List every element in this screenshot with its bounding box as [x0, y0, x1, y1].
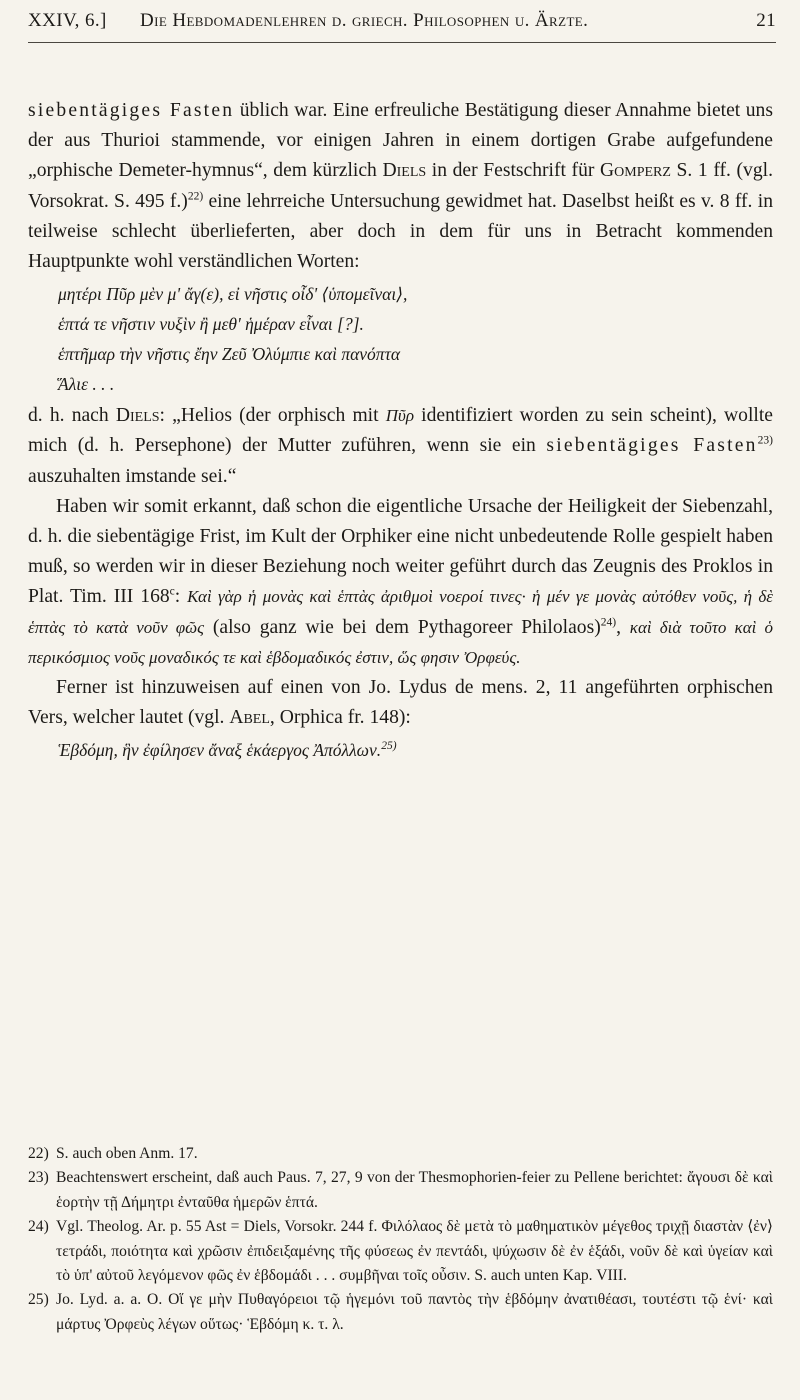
footnote-ref[interactable]: 24)	[600, 616, 617, 629]
footnote-number: 23)	[28, 1169, 49, 1187]
paragraph-1	[28, 96, 773, 277]
footnotes	[28, 1142, 773, 1337]
chapter-reference: XXIV, 6.]	[28, 10, 107, 31]
text-run: in der Festschrift für	[426, 160, 600, 182]
footnote	[28, 1142, 773, 1166]
text-run: d. h. nach	[28, 405, 116, 427]
running-title: Die Hebdomadenlehren d. griech. Philosophen u. Ärzte.	[140, 10, 589, 31]
page-number: 21	[756, 10, 776, 31]
text-run: auszuhalten imstande sei.“	[28, 465, 237, 487]
footnote-ref[interactable]: 23)	[757, 434, 773, 447]
greek-text: Πῦρ	[385, 406, 414, 426]
footnote-number: 24)	[28, 1218, 49, 1236]
text-run: Ferner ist hinzuweisen auf einen von Jo. Lydus de mens. 2, 11 angeführten orphischen Vers, welcher lautet (vgl.	[28, 677, 773, 729]
author-name: Diels	[115, 405, 160, 427]
text-run: , Orphica fr. 148):	[269, 707, 411, 729]
text-run: : „Helios (der orphisch mit	[159, 405, 386, 427]
verse-line: Ἅλιε . . .	[58, 374, 115, 395]
footnote-text: Vgl. Theolog. Ar. p. 55 Ast = Diels, Vorsokr. 244 f. Φιλόλαος δὲ μετὰ τὸ μαθηματικὸν μέγεθος τριχῇ διαστὰν ⟨ἐν⟩ τετράδι, ποιότητα καὶ χρῶσιν ἐπιδειξαμένης τῆς φύσεως ἐν πεντάδι, ψύχωσιν δὲ ἐν ἑξάδι, νοῦν δὲ καὶ ὑγείαν καὶ τὸ ὑπ' αὐτοῦ λεγόμενον φῶς ἐν ἑβδομάδι . . . συμβῆναι τοῖς οὖσιν. S. auch unten Kap. VIII.	[56, 1218, 773, 1285]
footnote-ref[interactable]: 22)	[187, 190, 204, 203]
greek-text: καὶ διὰ τοῦτο καὶ ὁ περικόσμιος νοῦς μοναδικός τε καὶ ἑβδομαδικός ἐστιν, ὥς φησιν Ὀρφεύς.	[28, 617, 773, 667]
text-run: identifiziert worden zu sein scheint), wollte mich (d. h. Persephone) der Mutter zuführen, wenn sie ein	[28, 405, 773, 457]
main-text	[28, 96, 773, 767]
paragraph-3	[28, 492, 773, 673]
verse-line: μητέρι Πῦρ μὲν μ' ἄγ(ε), εἰ νῆστις οἶδ' ⟨ὑπομεῖναι⟩,	[58, 284, 408, 305]
text-run: (also ganz wie bei dem Pythagoreer Philolaos)	[204, 616, 601, 638]
text-run: ,	[616, 616, 630, 638]
text-run: eine lehrreiche Untersuchung gewidmet hat. Daselbst heißt es v. 8 ff. in teilweise schlecht überlieferten, aber doch in dem für uns in Betracht kommenden Hauptpunkte wohl verständlichen Worten:	[28, 190, 773, 273]
header-rule	[28, 42, 776, 43]
footnote	[28, 1166, 773, 1215]
footnote-number: 22)	[28, 1145, 49, 1162]
greek-verse-quote-2	[28, 735, 773, 765]
footnote-number: 25)	[28, 1291, 49, 1309]
author-name: Gomperz	[600, 160, 671, 182]
superscript: c	[169, 585, 175, 598]
emphasis-text: siebentägiges Fasten	[546, 435, 758, 457]
verse-line: ἑπτά τε νῆστιν νυξὶν ἢ μεθ' ἡμέραν εἶναι [?].	[58, 314, 364, 335]
text-run: S. 1 ff. (vgl. Vorsokrat. S. 495 f.)	[28, 160, 773, 212]
author-name: Diels	[382, 160, 427, 182]
footnote-ref[interactable]: 25)	[381, 740, 397, 753]
text-run: üblich war. Eine erfreuliche Bestätigung dieser Annahme bietet uns der aus Thurioi stammende, vor einigen Jahren in einem dortigen Grabe aufgefundene „orphische Demeter-hymnus“, dem kürzlich	[28, 100, 773, 182]
footnote	[28, 1288, 773, 1337]
footnote-text: S. auch oben Anm. 17.	[56, 1145, 198, 1162]
footnote-text: Jo. Lyd. a. a. O. Οἵ γε μὴν Πυθαγόρειοι τῷ ἡγεμόνι τοῦ παντὸς τὴν ἑβδόμην ἀνατιθέασι, τουτέστι τῷ ἑνί· καὶ μάρτυς Ὀρφεὺς λέγων οὕτως· Ἑβδόμη κ. τ. λ.	[56, 1291, 773, 1333]
verse-line: ἑπτῆμαρ τὴν νῆστις ἔην Ζεῦ Ὀλύμπιε καὶ πανόπτα	[58, 344, 401, 365]
verse-line: Ἑβδόμη, ἣν ἐφίλησεν ἄναξ ἑκάεργος Ἀπόλλων.	[58, 740, 382, 761]
emphasis-text: siebentägiges Fasten	[28, 100, 235, 121]
paragraph-2	[28, 401, 773, 492]
footnote	[28, 1215, 773, 1288]
text-run: :	[174, 586, 188, 608]
paragraph-4	[28, 673, 773, 733]
running-header	[28, 10, 776, 42]
greek-verse-quote	[28, 279, 773, 399]
greek-text: Καὶ γὰρ ἡ μονὰς καὶ ἑπτὰς ἀριθμοὶ νοεροί τινες· ἡ μέν γε μονὰς αὐτόθεν νοῦς, ἡ δὲ ἑπτὰς τὸ κατὰ νοῦν φῶς	[28, 587, 773, 637]
text-run: Haben wir somit erkannt, daß schon die eigentliche Ursache der Heiligkeit der Siebenzahl, d. h. die siebentägige Frist, im Kult der Orphiker eine nicht unbedeutende Rolle gespielt haben muß, so werden wir in dieser Beziehung noch weiter geführt durch das Zeugnis des Proklos in Plat. Tim. III 168	[28, 495, 773, 608]
footnote-text: Beachtenswert erscheint, daß auch Paus. 7, 27, 9 von der Thesmophorien-feier zu Pellene berichtet: ἄγουσι δὲ καὶ ἑορτὴν τῇ Δήμητρι ἐνταῦθα ἡμερῶν ἑπτά.	[56, 1169, 773, 1211]
author-name: Abel	[229, 707, 270, 729]
